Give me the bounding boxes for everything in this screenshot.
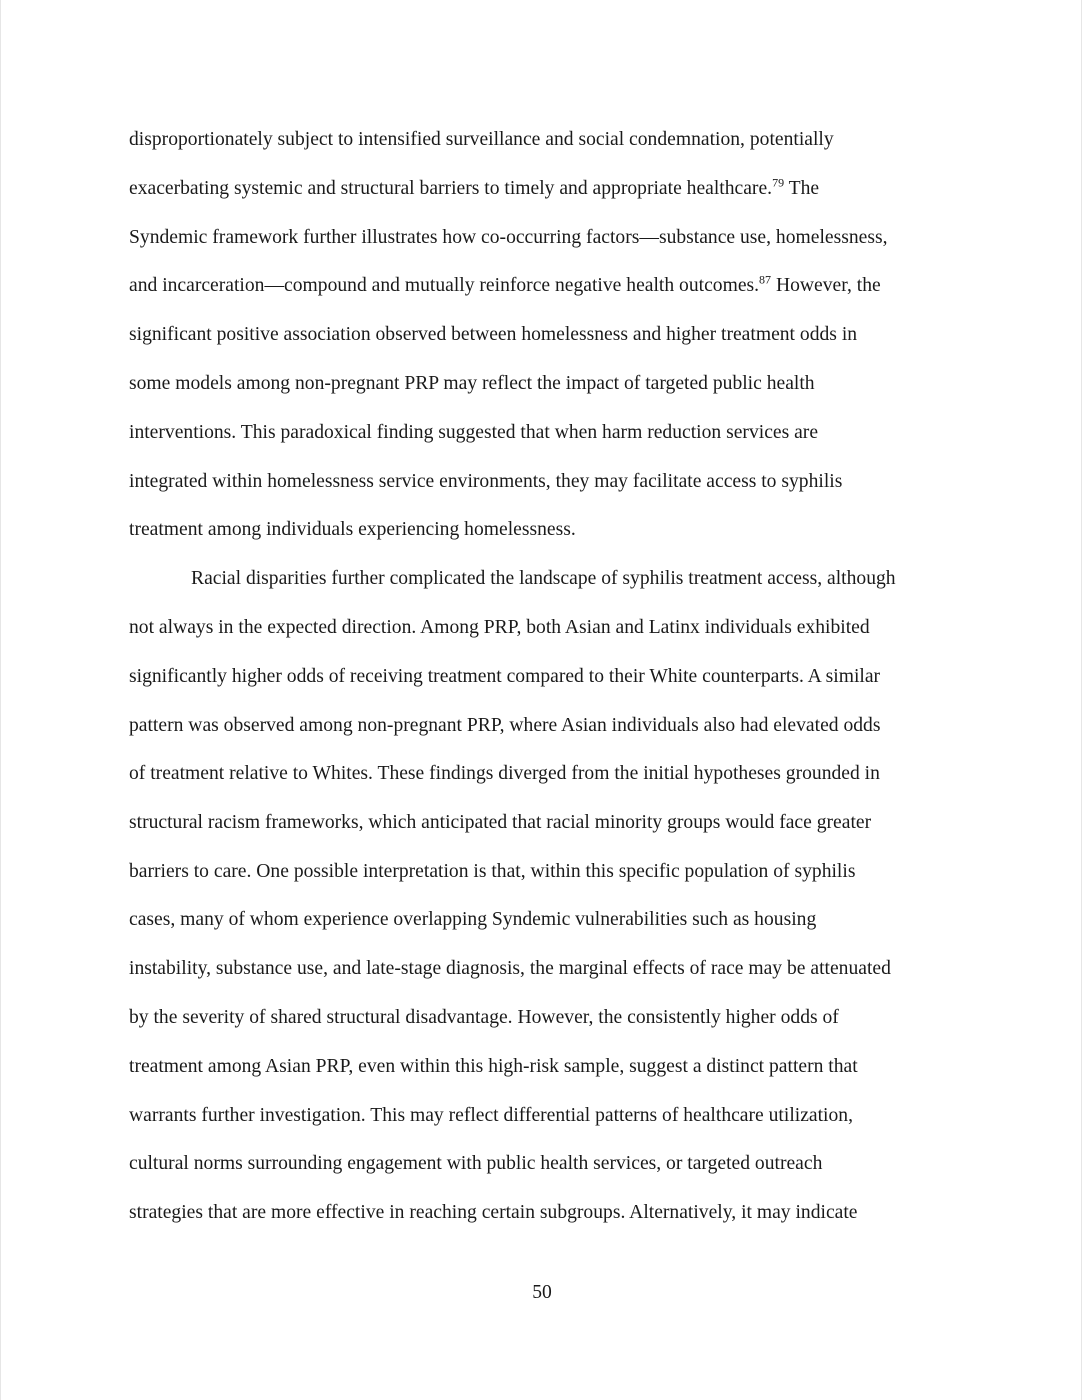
- footnote-ref-87: 87: [759, 272, 772, 287]
- paragraph-2-line-7: barriers to care. One possible interpretation is that, within this specific population of syphilis: [129, 861, 856, 882]
- paragraph-2-line-4: pattern was observed among non-pregnant PRP, where Asian individuals also had elevated odds: [129, 715, 881, 736]
- footnote-ref-79: 79: [772, 175, 785, 190]
- text-run: exacerbating systemic and structural barriers to timely and appropriate healthcare.: [129, 178, 773, 199]
- page-number: 50: [532, 1282, 552, 1303]
- paragraph-2-line-5: of treatment relative to Whites. These findings diverged from the initial hypotheses grounded in: [129, 763, 880, 784]
- paragraph-1-line-9: treatment among individuals experiencing homelessness.: [129, 519, 576, 540]
- paragraph-2-line-12: warrants further investigation. This may reflect differential patterns of healthcare utilization,: [129, 1105, 853, 1126]
- paragraph-2-line-2: not always in the expected direction. Among PRP, both Asian and Latinx individuals exhibited: [129, 617, 870, 638]
- paragraph-2-line-6: structural racism frameworks, which anticipated that racial minority groups would face greater: [129, 812, 872, 833]
- text-run: and incarceration—compound and mutually reinforce negative health outcomes.: [129, 275, 760, 296]
- text-run: However, the: [771, 275, 881, 296]
- paragraph-2-line-11: treatment among Asian PRP, even within this high-risk sample, suggest a distinct pattern that: [129, 1056, 858, 1077]
- paragraph-2-line-10: by the severity of shared structural disadvantage. However, the consistently higher odds of: [129, 1007, 839, 1028]
- paragraph-1-line-3: Syndemic framework further illustrates how co-occurring factors—substance use, homelessness,: [129, 227, 888, 248]
- paragraph-1-line-2: [129, 177, 819, 201]
- paragraph-1-line-8: integrated within homelessness service environments, they may facilitate access to syphilis: [129, 471, 843, 492]
- paragraph-1-line-6: some models among non-pregnant PRP may reflect the impact of targeted public health: [129, 373, 815, 394]
- paragraph-1-line-5: significant positive association observed between homelessness and higher treatment odds in: [129, 324, 858, 345]
- paragraph-2-line-13: cultural norms surrounding engagement with public health services, or targeted outreach: [129, 1153, 823, 1174]
- paragraph-1-line-1: disproportionately subject to intensified surveillance and social condemnation, potentially: [129, 129, 834, 150]
- paragraph-2-line-8: cases, many of whom experience overlapping Syndemic vulnerabilities such as housing: [129, 909, 817, 930]
- paragraph-2-line-1: Racial disparities further complicated the landscape of syphilis treatment access, although: [191, 568, 896, 589]
- paragraph-2-line-14: strategies that are more effective in reaching certain subgroups. Alternatively, it may indicate: [129, 1202, 858, 1223]
- paragraph-1-line-7: interventions. This paradoxical finding suggested that when harm reduction services are: [129, 422, 819, 443]
- paragraph-2-line-3: significantly higher odds of receiving treatment compared to their White counterparts. A similar: [129, 666, 881, 687]
- paragraph-2-line-9: instability, substance use, and late-stage diagnosis, the marginal effects of race may be attenuated: [129, 958, 891, 979]
- text-run: The: [784, 178, 820, 199]
- paragraph-1-line-4: [129, 274, 881, 298]
